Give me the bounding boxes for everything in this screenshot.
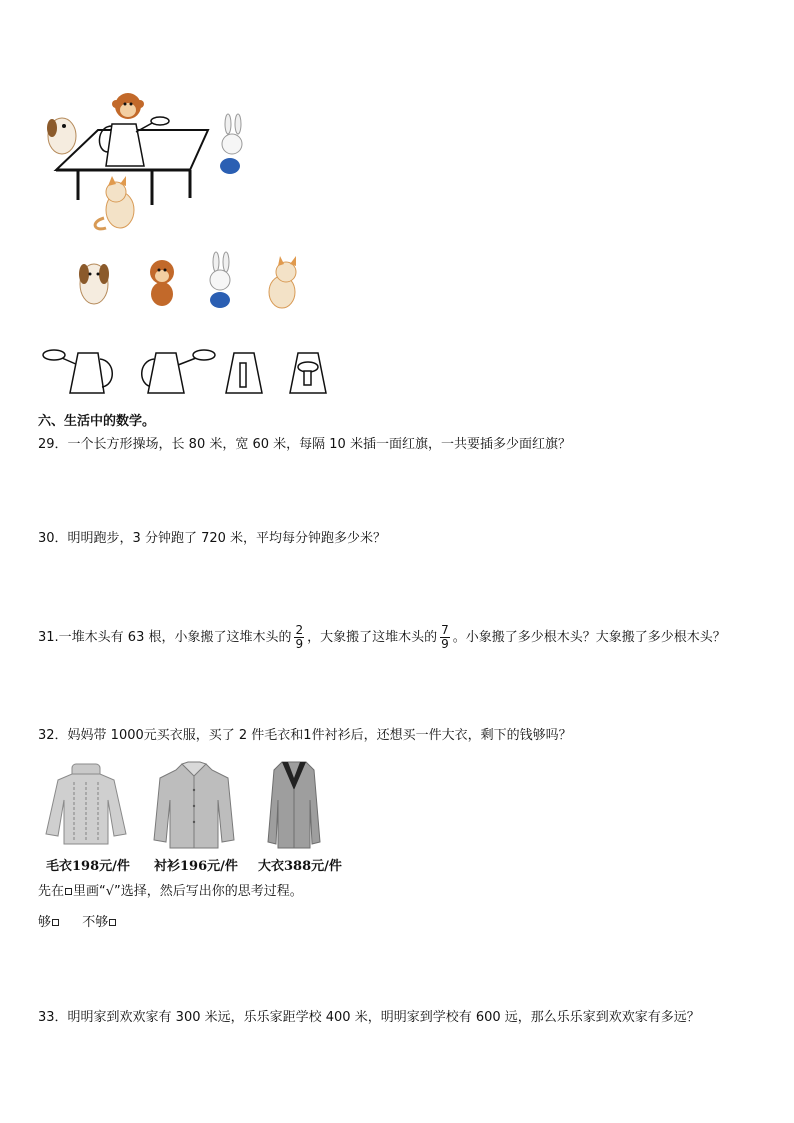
question-30: 30．明明跑步，3 分钟跑了 720 米，平均每分钟跑多少米？: [38, 531, 387, 546]
sweater-price-caption: 毛衣198元/件: [46, 859, 130, 874]
question-31-part2: ，大象搬了这堆木头的: [307, 630, 438, 645]
question-32-instruction: [38, 883, 303, 901]
instruction-post: 里画“√”选择，然后写出你的思考过程。: [73, 884, 303, 899]
fraction-two-ninths: $\frac{2}{9}$: [295, 623, 304, 651]
rabbit-icon: [220, 114, 242, 174]
watering-can-front-view-icon: [226, 353, 262, 393]
cat-icon: [95, 176, 134, 229]
shirt-price-caption: 衬衫196元/件: [154, 859, 238, 874]
sweater-image: [44, 762, 128, 848]
question-31-part3: 。小象搬了多少根木头？大象搬了多少根木头？: [452, 630, 726, 645]
fraction-seven-ninths: $\frac{7}{9}$: [441, 623, 449, 651]
table-scene-illustration: [40, 88, 260, 238]
section-title: 六、生活中的数学。: [38, 414, 156, 429]
coat-image: [264, 760, 324, 850]
option-enough-checkbox[interactable]: [52, 919, 59, 926]
question-33: 33．明明家到欢欢家有 300 米远，乐乐家距学校 400 米，明明家到学校有 600 远，那么乐乐家到欢欢家有多远？: [38, 1010, 700, 1025]
option-not-enough-checkbox[interactable]: [109, 919, 116, 926]
rabbit-icon: [210, 252, 230, 308]
animal-options-row: [70, 252, 310, 312]
dog-icon: [47, 118, 76, 154]
monkey-icon: [112, 93, 144, 119]
view-options-row: [40, 345, 340, 401]
question-29: 29．一个长方形操场，长 80 米，宽 60 米，每隔 10 米插一面红旗，一共要插多少面红旗？: [38, 437, 571, 452]
coat-price-caption: 大衣388元/件: [258, 859, 342, 874]
question-32: 32．妈妈带 1000元买衣服，买了 2 件毛衣和1件衬衫后，还想买一件大衣，剩下的钱够吗？: [38, 728, 572, 743]
checkbox-icon: [65, 888, 72, 895]
dog-icon: [79, 264, 109, 304]
question-31: [38, 624, 726, 651]
instruction-pre: 先在: [38, 884, 65, 899]
watering-can-left-view-icon: [43, 350, 112, 393]
shirt-image: [152, 760, 236, 850]
watering-can-back-view-icon: [290, 353, 326, 393]
monkey-icon: [150, 260, 174, 306]
question-31-part1: 31.一堆木头有 63 根，小象搬了这堆木头的: [38, 630, 292, 645]
watering-can-right-view-icon: [142, 350, 215, 393]
option-enough-label: 够: [38, 915, 52, 930]
option-not-enough-label: 不够: [82, 915, 109, 930]
cat-icon: [269, 256, 296, 308]
answer-options: [38, 914, 117, 932]
